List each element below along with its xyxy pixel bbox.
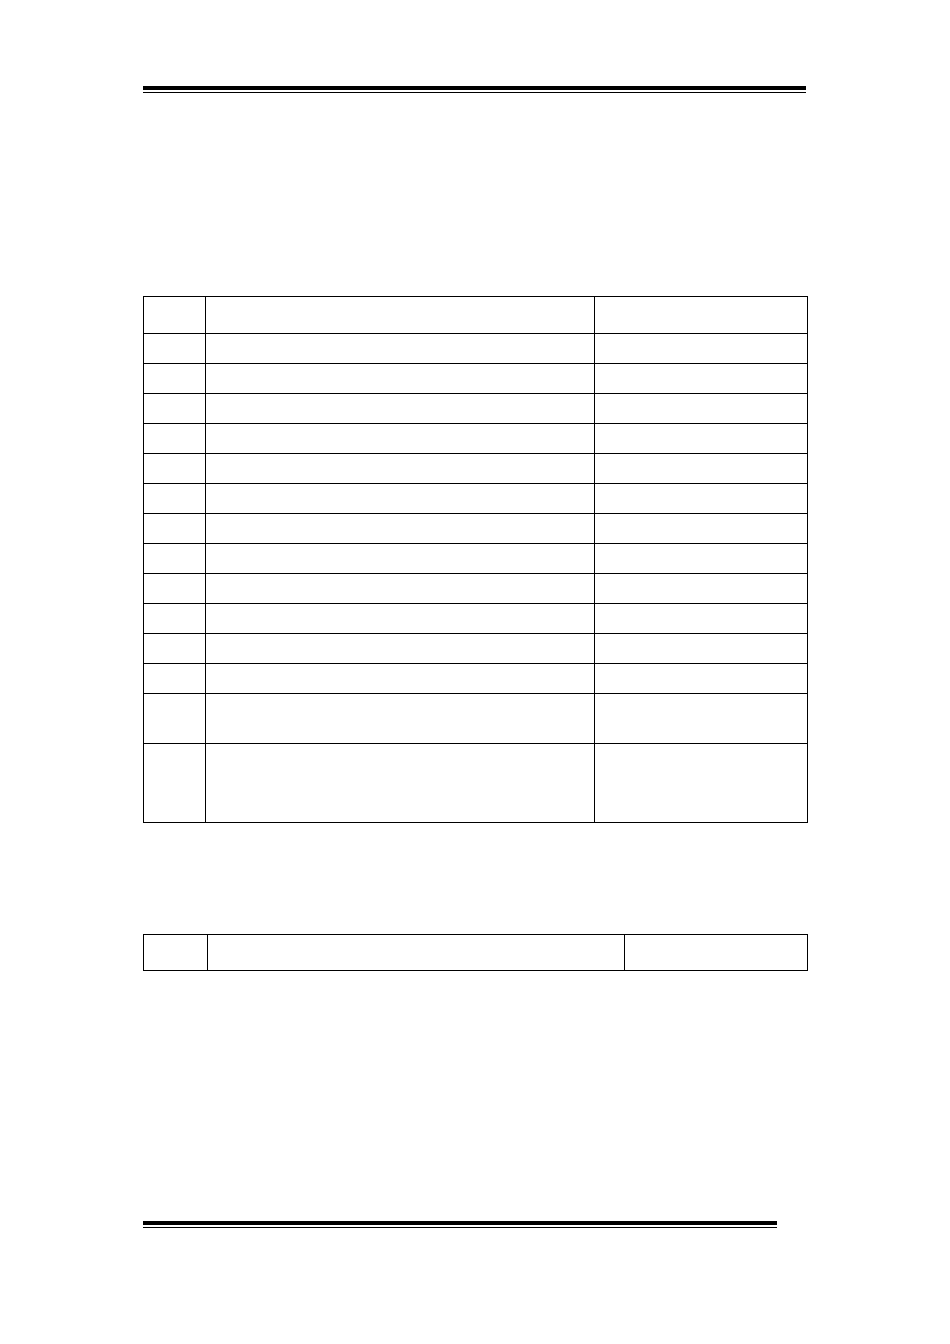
cell-index [144,634,206,664]
footer-rule-thin [143,1227,777,1228]
cell-name [206,334,595,364]
cell-index [144,544,206,574]
cell-index [144,514,206,544]
laws-table [143,296,808,823]
header-rule-thin [143,92,806,93]
table-row [144,744,808,823]
table-row [144,364,808,394]
cell-index [144,454,206,484]
cell-name [206,454,595,484]
column-header-index [144,297,206,334]
cell-code [595,484,808,514]
cell-name [206,664,595,694]
cell-name [206,574,595,604]
column-header-name [206,297,595,334]
cell-index [144,664,206,694]
table-row [144,634,808,664]
cell-code [595,334,808,364]
table-row [144,694,808,744]
standards-table [143,934,808,971]
cell-code [595,454,808,484]
cell-code [595,744,808,823]
table-row [144,514,808,544]
cell-name [206,604,595,634]
cell-code [595,634,808,664]
table-row [144,424,808,454]
table-row [144,664,808,694]
cell-name [206,484,595,514]
cell-index [144,364,206,394]
column-header-docno [595,297,808,334]
cell-name [206,514,595,544]
cell-index [144,574,206,604]
cell-name [206,694,595,744]
cell-code [595,574,808,604]
table-row [144,484,808,514]
cell-code [595,364,808,394]
table-row [144,604,808,634]
cell-code [595,694,808,744]
table-row [144,454,808,484]
table-row [144,334,808,364]
column-header-index [144,935,208,971]
cell-name [206,424,595,454]
cell-code [595,514,808,544]
cell-index [144,484,206,514]
table-header-row [144,935,808,971]
cell-name [206,634,595,664]
cell-code [595,394,808,424]
cell-name [206,544,595,574]
column-header-name [208,935,625,971]
table-header-row [144,297,808,334]
cell-name [206,744,595,823]
cell-index [144,394,206,424]
cell-index [144,604,206,634]
column-header-stdno [625,935,808,971]
table-row [144,574,808,604]
footer-rule [143,1221,777,1225]
cell-code [595,664,808,694]
cell-index [144,334,206,364]
cell-code [595,544,808,574]
table-row [144,394,808,424]
cell-name [206,394,595,424]
cell-index [144,694,206,744]
cell-code [595,604,808,634]
cell-name [206,364,595,394]
cell-code [595,424,808,454]
cell-index [144,424,206,454]
header-rule [143,86,806,90]
cell-index [144,744,206,823]
table-row [144,544,808,574]
